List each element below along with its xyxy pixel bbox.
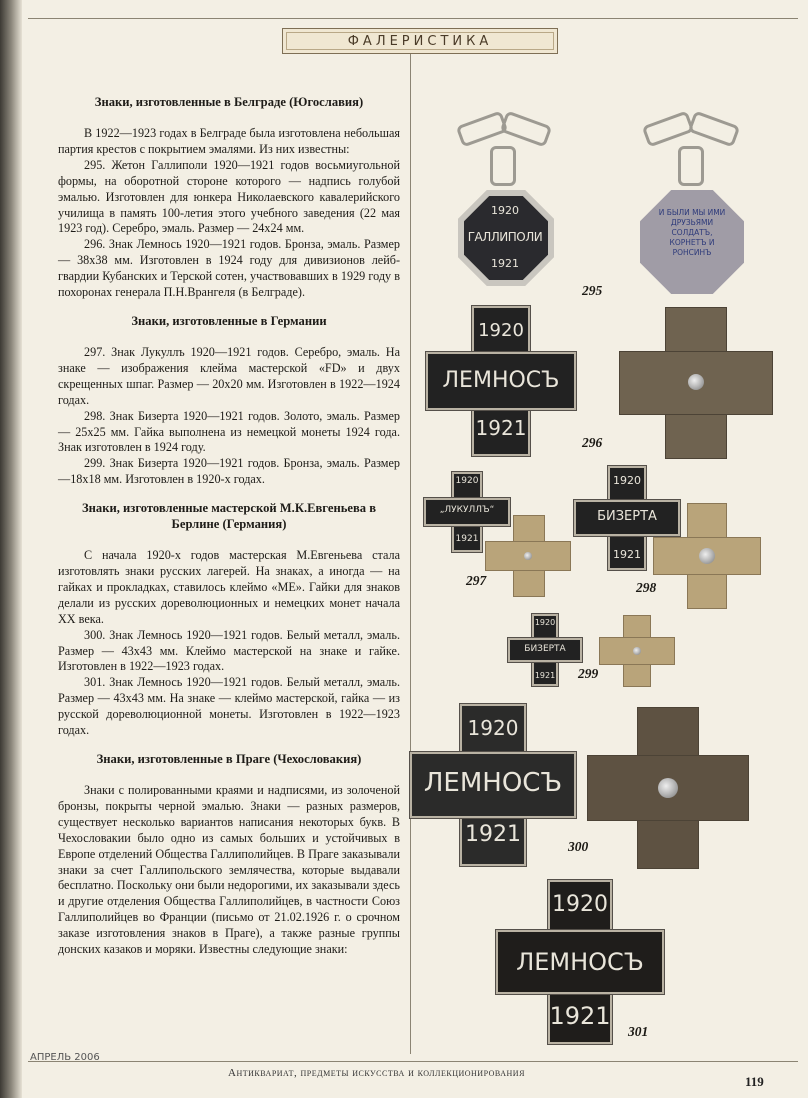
badge-year-bottom: 1921 xyxy=(613,548,641,561)
badge-296-reverse xyxy=(620,308,772,458)
heading-prague: Знаки, изготовленные в Праге (Чехословакия) xyxy=(96,752,362,766)
badge-295-obverse xyxy=(450,112,560,302)
heading-belgrade: Знаки, изготовленные в Белграде (Югославия) xyxy=(94,95,364,109)
paragraph-item-298: 298. Знак Бизерта 1920—1921 годов. Золото, эмаль. Размер — 25х25 мм. Гайка выполнена из немецкой монеты 1924 года. Знак изготовлен в 1924 году. xyxy=(58,408,400,455)
figure-number-301: 301 xyxy=(628,1024,649,1039)
badge-lemnos-label: ЛЕМНОСЪ xyxy=(442,368,560,393)
badge-year-bottom: 1921 xyxy=(455,534,479,544)
paragraph-item-299: 299. Знак Бизерта 1920—1921 годов. Бронза, эмаль. Размер —18х18 мм. Изготовлен в 1920-х годах. xyxy=(58,456,400,487)
chain-link xyxy=(490,146,516,186)
badge-lukull-label: „ЛУКУЛЛЪ“ xyxy=(439,505,495,515)
badge-298-reverse xyxy=(654,504,760,608)
screw-nut xyxy=(658,778,678,798)
badge-year-top: 1920 xyxy=(455,476,479,486)
badge-year-bottom: 1921 xyxy=(475,416,527,440)
figure-number-296: 296 xyxy=(582,435,603,450)
heading-germany: Знаки, изготовленные в Германии xyxy=(131,313,327,328)
badge-301-obverse xyxy=(496,880,664,1044)
badge-year-top: 1920 xyxy=(534,618,556,627)
badge-bizerta-label: БИЗЕРТА xyxy=(524,644,566,654)
badge-year-top: 1920 xyxy=(467,716,519,740)
badge-299-reverse xyxy=(600,616,674,686)
figure-number-299: 299 xyxy=(578,666,599,681)
badge-297-reverse xyxy=(486,516,570,596)
magazine-title: Антиквариат, предметы искусства и коллекционирования xyxy=(228,1067,525,1079)
figure-number-298: 298 xyxy=(636,580,657,595)
screw-nut xyxy=(633,647,641,655)
paragraph-item-295: 295. Жетон Галлиполи 1920—1921 годов восьмиугольной формы, на оборотной стороне которого — надпись голубой эмалью. Изготовлен для юнкера Николаевского кавалерийского училища в память 100-летия этого учебного заведения (22 мая 1923 год). Серебро, эмаль. Размер — 24х24 мм. xyxy=(58,157,400,236)
paragraph-berlin-intro: С начала 1920-х годов мастерская М.Евгеньева стала изготовлять знаки русских лагерей. На знаках, а иногда — на гайках и прокладках, ставилось клеймо «МЕ». Гайки для знаков делали из русских дореволюционных и немецких монет начала XX века. xyxy=(58,548,400,626)
chain-link xyxy=(500,110,553,147)
badge-lemnos-label: ЛЕМНОСЪ xyxy=(516,948,644,976)
paragraph-belgrade-intro: В 1922—1923 годах в Белграде была изготовлена небольшая партия крестов с покрытием эмалями. Из них известны: xyxy=(58,126,400,156)
chain-link xyxy=(678,146,704,186)
badge-gallipoli-label: ГАЛЛИПОЛИ xyxy=(467,230,543,244)
paragraph-item-300: 300. Знак Лемнось 1920—1921 годов. Белый металл, эмаль. Размер — 43х43 мм. Клеймо мастерской на знаке и гайке. Изготовлен в 1922—1923 годах. xyxy=(58,627,400,674)
screw-nut xyxy=(688,374,704,390)
badge-296-obverse xyxy=(426,306,576,456)
figure-number-295: 295 xyxy=(582,283,603,298)
paragraph-item-296: 296. Знак Лемнось 1920—1921 годов. Бронза, эмаль. Размер — 38х38 мм. Изготовлен в 1924 году для дивизионов лейб-гвардии Кубанских и Терской сотен, участвовавших в 1929 году в похоронах генерала П.Н.Врангеля (в Белграде). xyxy=(58,237,400,300)
reverse-inscription: И БЫЛИ МЫ ИМИ ДРУЗЬЯМИ СОЛДАТЪ, КОРНЕТЪ И РОНСИНЪ xyxy=(658,208,726,257)
badge-295-reverse xyxy=(632,112,752,302)
badge-year-bottom: 1921 xyxy=(465,822,521,847)
book-spine-shadow xyxy=(0,0,22,1098)
figure-number-297: 297 xyxy=(466,573,487,588)
screw-nut xyxy=(524,552,532,560)
page-number: 119 xyxy=(745,1074,764,1089)
issue-date: АПРЕЛЬ 2006 xyxy=(30,1052,100,1063)
section-title: ФАЛЕРИСТИКА xyxy=(347,33,493,49)
badge-year-bottom: 1921 xyxy=(534,671,556,680)
paragraph-prague-intro: Знаки с полированными краями и надписями, из золоченой бронзы, покрыты черной эмалью. Знаки — разных размеров, существует несколько вариантов написания некоторых букв. В Чехословакии было одно из самых больших и устойчивых в Европе отделений Общества Галлиполийцев. В Праге заказывали знаки за счет Галлипольского землячества, которые выдавали бесплатно. Поскольку они были недорогими, их заказывали здесь и другие отделения Общества Галлиполийцев, в частности Союз Галлиполийцев во Франции (письмо от 21.02.1926 г. о срочном заказе изготовления знаков в Праге), а также разные группы донских казаков и моряки. Известны следующие знаки: xyxy=(58,783,400,957)
badge-year-top: 1920 xyxy=(552,892,608,917)
badge-year-bottom: 1921 xyxy=(549,1002,611,1030)
chain-link xyxy=(642,110,695,147)
screw-nut xyxy=(699,548,715,564)
badge-300-obverse xyxy=(410,704,576,866)
figure-number-300: 300 xyxy=(568,839,589,854)
heading-berlin: Знаки, изготовленные мастерской М.К.Евгеньева в Берлине (Германия) xyxy=(82,501,376,532)
badge-lemnos-label: ЛЕМНОСЪ xyxy=(423,768,563,798)
badge-year-top: 1920 xyxy=(478,320,524,341)
article-text-column xyxy=(58,86,400,958)
paragraph-item-301: 301. Знак Лемнось 1920—1921 годов. Белый металл, эмаль. Размер — 43х43 мм. На знаке — клеймо мастерской, гайка — из русской дореволюционной монеты. Изготовлен в 1922—1923 годах. xyxy=(58,675,400,738)
badge-299-obverse xyxy=(508,614,582,686)
photo-column xyxy=(410,50,798,1054)
badge-year-top: 1920 xyxy=(491,204,519,217)
badge-year-bottom: 1921 xyxy=(491,257,519,270)
paragraph-item-297: 297. Знак Лукуллъ 1920—1921 годов. Серебро, эмаль. На знаке — изображения клейма мастерской «FD» и двух скрещенных шпаг. Размер — 20х20 мм. Изготовлен в 1922—1924 годах. xyxy=(58,344,400,407)
chain-link xyxy=(688,110,741,147)
badge-year-top: 1920 xyxy=(613,474,641,487)
badge-bizerta-label: БИЗЕРТА xyxy=(597,509,657,524)
badge-300-reverse xyxy=(588,708,748,868)
